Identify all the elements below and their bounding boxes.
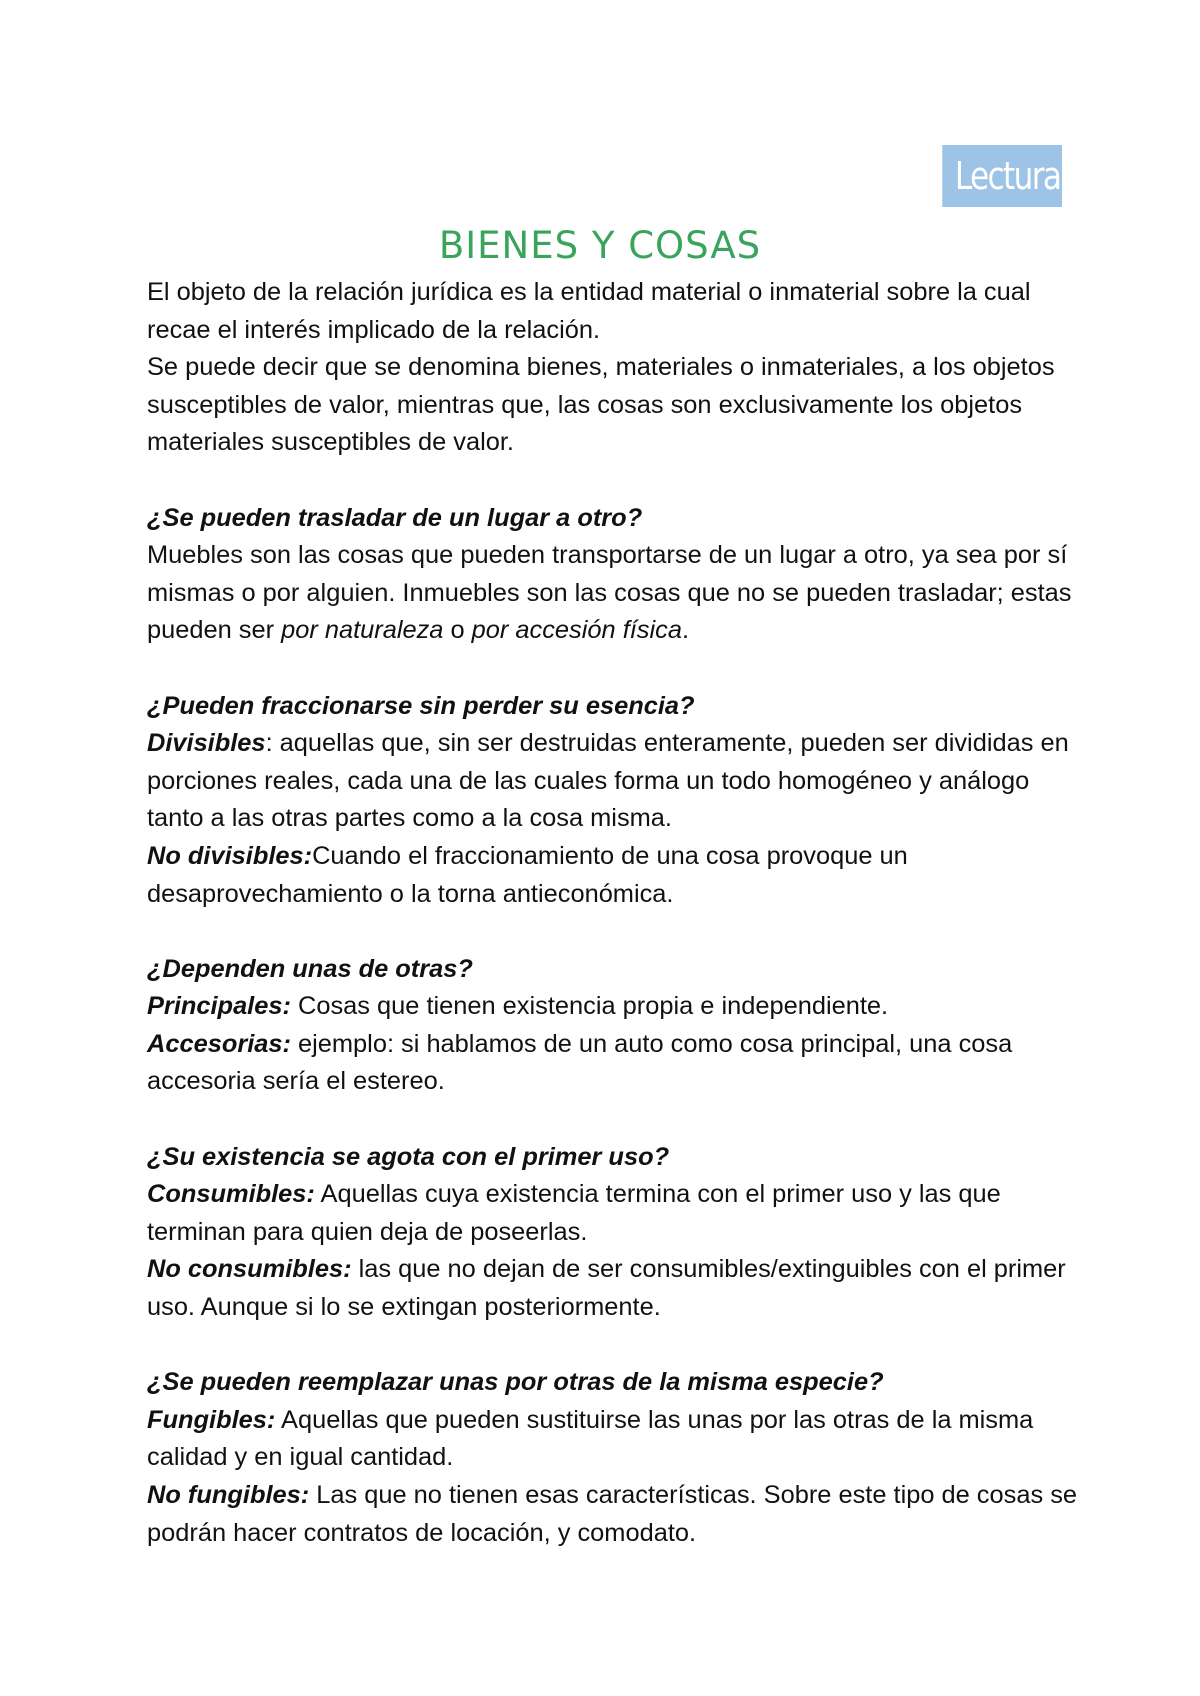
term-separator: : xyxy=(265,729,273,758)
section-question-movility: ¿Se pueden trasladar de un lugar a otro? xyxy=(147,503,643,532)
definition-text: Cuando el fraccionamiento de una cosa provoque un desaprovechamiento o la torna antieconómica. xyxy=(147,841,908,908)
section-question-dependency: ¿Dependen unas de otras? xyxy=(147,954,473,983)
movility-text-c: . xyxy=(681,616,690,645)
spacer xyxy=(147,1327,1077,1365)
term-consumibles: Consumibles: xyxy=(147,1180,315,1209)
section-question-divisibility: ¿Pueden fraccionarse sin perder su esencia? xyxy=(147,691,695,720)
movility-text-a: Muebles son las cosas que pueden transportarse de un lugar a otro, ya sea por sí mismas o por alguien. Inmuebles son las cosas que no se pueden trasladar; estas pueden ser xyxy=(147,541,1072,645)
term-no-consumibles: No consumibles: xyxy=(147,1255,352,1284)
term-no-fungibles: No fungibles: xyxy=(147,1481,310,1509)
section-question-fungibility: ¿Se pueden reemplazar unas por otras de la misma especie? xyxy=(147,1368,884,1397)
definition-no-fungibles xyxy=(147,1477,1077,1552)
section-question-consumption: ¿Su existencia se agota con el primer uso? xyxy=(147,1142,670,1171)
term-divisibles: Divisibles xyxy=(147,729,266,758)
definition-text: Las que no tienen esas características. Sobre este tipo de cosas se podrán hacer contratos de locación, y comodato. xyxy=(147,1481,1078,1547)
term-principales: Principales: xyxy=(147,992,291,1021)
definition-text: Cosas que tienen existencia propia e independiente. xyxy=(290,992,889,1021)
page-title: BIENES Y COSAS xyxy=(438,224,762,267)
term-no-divisibles: No divisibles: xyxy=(147,841,313,870)
definition-principales xyxy=(147,988,1077,1026)
definition-text: aquellas que, sin ser destruidas enteramente, pueden ser divididas en porciones reales, cada una de las cuales forma un todo homogéneo y análogo tanto a las otras partes como a la cosa misma. xyxy=(147,729,1069,833)
definition-no-divisibles xyxy=(147,838,1077,913)
spacer xyxy=(147,1101,1077,1139)
document-body xyxy=(147,274,1077,1552)
definition-text: las que no dejan de ser consumibles/extinguibles con el primer uso. Aunque si lo se extingan posteriormente. xyxy=(147,1255,1066,1322)
intro-paragraph-2: Se puede decir que se denomina bienes, materiales o inmateriales, a los objetos susceptibles de valor, mientras que, las cosas son exclusivamente los objetos materiales susceptibles de valor. xyxy=(147,353,1055,457)
definition-text: Aquellas que pueden sustituirse las unas por las otras de la misma calidad y en igual cantidad. xyxy=(147,1405,1034,1472)
movility-text-b: o xyxy=(443,616,472,645)
definition-fungibles xyxy=(147,1402,1077,1477)
spacer xyxy=(147,462,1077,500)
spacer xyxy=(147,650,1077,688)
definition-text: ejemplo: si hablamos de un auto como cosa principal, una cosa accesoria sería el estereo. xyxy=(147,1029,1013,1096)
definition-no-consumibles xyxy=(147,1251,1077,1326)
definition-accesorias xyxy=(147,1026,1077,1101)
definition-consumibles xyxy=(147,1176,1077,1251)
definition-text: Aquellas cuya existencia termina con el primer uso y las que terminan para quien deja de poseerlas. xyxy=(147,1180,1001,1246)
section-text-movility xyxy=(147,537,1077,650)
movility-em-accesion: por accesión física xyxy=(471,616,682,645)
term-fungibles: Fungibles: xyxy=(147,1405,276,1434)
definition-divisibles xyxy=(147,725,1077,838)
intro-paragraph-1: El objeto de la relación jurídica es la entidad material o inmaterial sobre la cual recae el interés implicado de la relación. xyxy=(147,278,1031,344)
term-accesorias: Accesorias: xyxy=(147,1029,291,1058)
movility-em-naturaleza: por naturaleza xyxy=(281,616,444,645)
spacer xyxy=(147,913,1077,951)
lectura-tag: Lectura 3 xyxy=(942,145,1062,207)
